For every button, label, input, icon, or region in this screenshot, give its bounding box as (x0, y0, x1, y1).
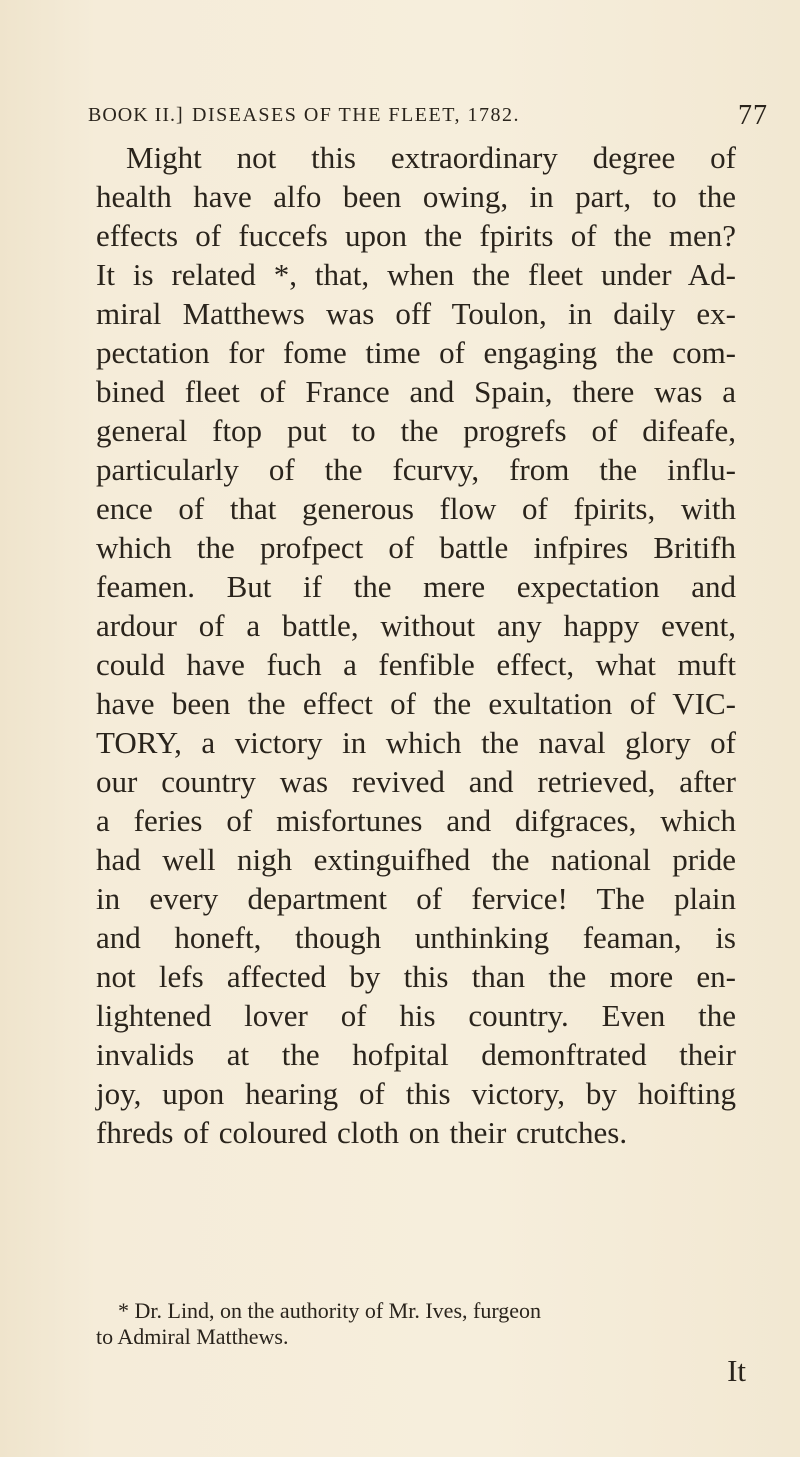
text-line: fhreds of coloured cloth on their crutches. (96, 1115, 628, 1150)
body-text (96, 138, 736, 1152)
text-line: particularly of the fcurvy, from the influ- (96, 452, 736, 487)
catchword: It (727, 1353, 746, 1388)
text-line: a feries of misfortunes and difgraces, which (96, 803, 736, 838)
text-line: effects of fuccefs upon the fpirits of the men? (96, 218, 736, 253)
text-line: not lefs affected by this than the more en- (96, 959, 736, 994)
text-line: lightened lover of his country. Even the (96, 998, 736, 1033)
text-line: ardour of a battle, without any happy event, (96, 608, 736, 643)
running-title: DISEASES OF THE FLEET, 1782. (192, 104, 520, 126)
text-line: feamen. But if the mere expectation and (96, 569, 736, 604)
text-line: It is related *, that, when the fleet under Ad- (96, 257, 736, 292)
text-line: and honeft, though unthinking feaman, is (96, 920, 736, 955)
text-line: could have fuch a fenfible effect, what muft (96, 647, 736, 682)
text-line: health have alfo been owing, in part, to the (96, 179, 736, 214)
text-line: Might not this extraordinary degree of (126, 140, 736, 175)
text-line: joy, upon hearing of this victory, by hoifting (96, 1076, 736, 1111)
text-line: which the profpect of battle infpires Britifh (96, 530, 736, 565)
text-line: miral Matthews was off Toulon, in daily ex- (96, 296, 736, 331)
text-line: have been the effect of the exultation of VIC- (96, 686, 736, 721)
text-line: invalids at the hofpital demonftrated their (96, 1037, 736, 1072)
running-head (88, 98, 768, 138)
page-number: 77 (738, 100, 768, 131)
book-section-label: BOOK II.] (88, 104, 184, 126)
text-line: had well nigh extinguifhed the national pride (96, 842, 736, 877)
text-line: TORY, a victory in which the naval glory of (96, 725, 736, 760)
text-line: bined fleet of France and Spain, there was a (96, 374, 736, 409)
text-line: our country was revived and retrieved, after (96, 764, 736, 799)
text-line: general ftop put to the progrefs of difeafe, (96, 413, 736, 448)
footnote-line: to Admiral Matthews. (96, 1324, 289, 1349)
text-line: pectation for fome time of engaging the com- (96, 335, 736, 370)
footnote (96, 1298, 736, 1350)
text-line: in every department of fervice! The plain (96, 881, 736, 916)
text-line: ence of that generous flow of fpirits, with (96, 491, 736, 526)
footnote-line: * Dr. Lind, on the authority of Mr. Ives, furgeon (118, 1298, 542, 1323)
